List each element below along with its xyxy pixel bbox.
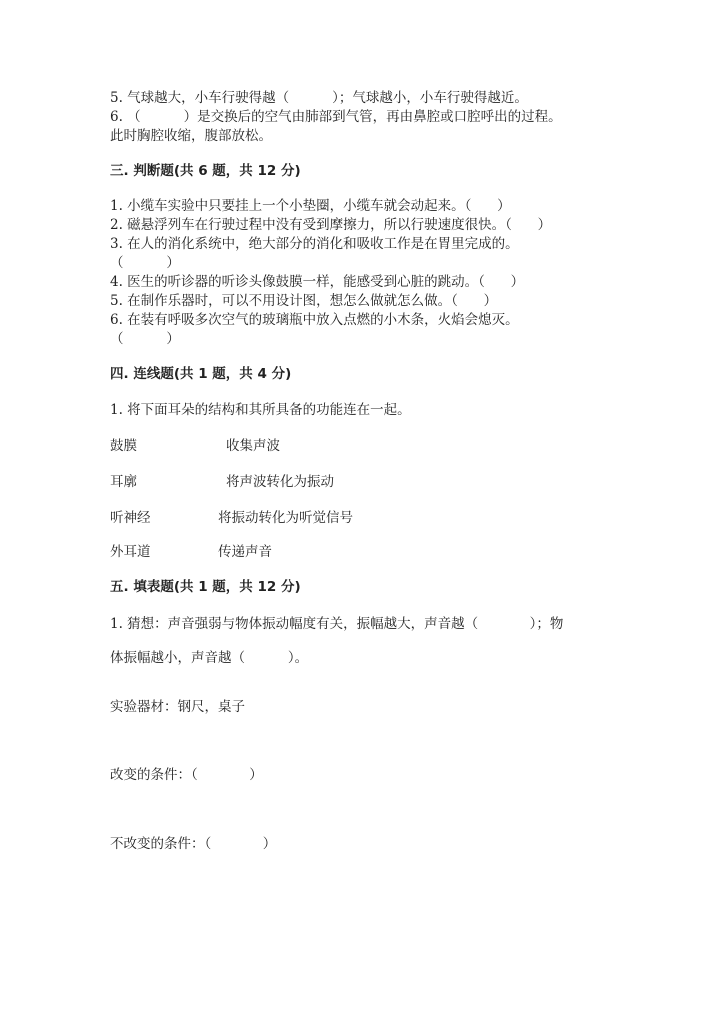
unchanged-condition: 不改变的条件：（ ） (110, 836, 277, 852)
matching-left-3: 听神经 (110, 510, 151, 526)
matching-right-1: 收集声波 (226, 438, 280, 454)
section2-q6-line1: 6. （ ）是交换后的空气由肺部到气管，再由鼻腔或口腔呼出的过程。 (110, 109, 562, 125)
fill-table-question-line1: 1. 猜想：声音强弱与物体振动幅度有关，振幅越大，声音越（ ）；物 (110, 616, 564, 632)
section3-heading: 三. 判断题(共 6 题，共 12 分) (110, 163, 301, 179)
matching-right-2: 将声波转化为振动 (226, 474, 334, 490)
section4-heading: 四. 连线题(共 1 题，共 4 分) (110, 366, 292, 382)
judge-item-3: 3. 在人的消化系统中，绝大部分的消化和吸收工作是在胃里完成的。 (110, 236, 519, 252)
judge-item-5: 5. 在制作乐器时，可以不用设计图，想怎么做就怎么做。（ ） (110, 293, 498, 309)
judge-item-6-blank: （ ） (110, 331, 180, 347)
judge-item-4: 4. 医生的听诊器的听诊头像鼓膜一样，能感受到心脏的跳动。（ ） (110, 274, 525, 290)
matching-left-1: 鼓膜 (110, 438, 137, 454)
matching-right-3: 将振动转化为听觉信号 (218, 510, 353, 526)
judge-item-1: 1. 小缆车实验中只要挂上一个小垫圈，小缆车就会动起来。（ ） (110, 198, 511, 214)
matching-left-4: 外耳道 (110, 544, 151, 560)
fill-table-question-line2: 体振幅越小，声音越（ ）。 (110, 650, 309, 666)
judge-item-3-blank: （ ） (110, 255, 180, 271)
judge-item-6: 6. 在装有呼吸多次空气的玻璃瓶中放入点燃的小木条，火焰会熄灭。 (110, 312, 519, 328)
matching-right-4: 传递声音 (218, 544, 272, 560)
experiment-materials: 实验器材：钢尺，桌子 (110, 699, 245, 715)
matching-left-2: 耳廓 (110, 474, 137, 490)
section5-heading: 五. 填表题(共 1 题，共 12 分) (110, 579, 301, 595)
judge-item-2: 2. 磁悬浮列车在行驶过程中没有受到摩擦力，所以行驶速度很快。（ ） (110, 217, 552, 233)
section2-q5: 5. 气球越大，小车行驶得越（ ）；气球越小，小车行驶得越近。 (110, 90, 528, 106)
matching-question: 1. 将下面耳朵的结构和其所具备的功能连在一起。 (110, 402, 411, 418)
changed-condition: 改变的条件：（ ） (110, 767, 263, 783)
section2-q6-line2: 此时胸腔收缩，腹部放松。 (110, 128, 272, 144)
